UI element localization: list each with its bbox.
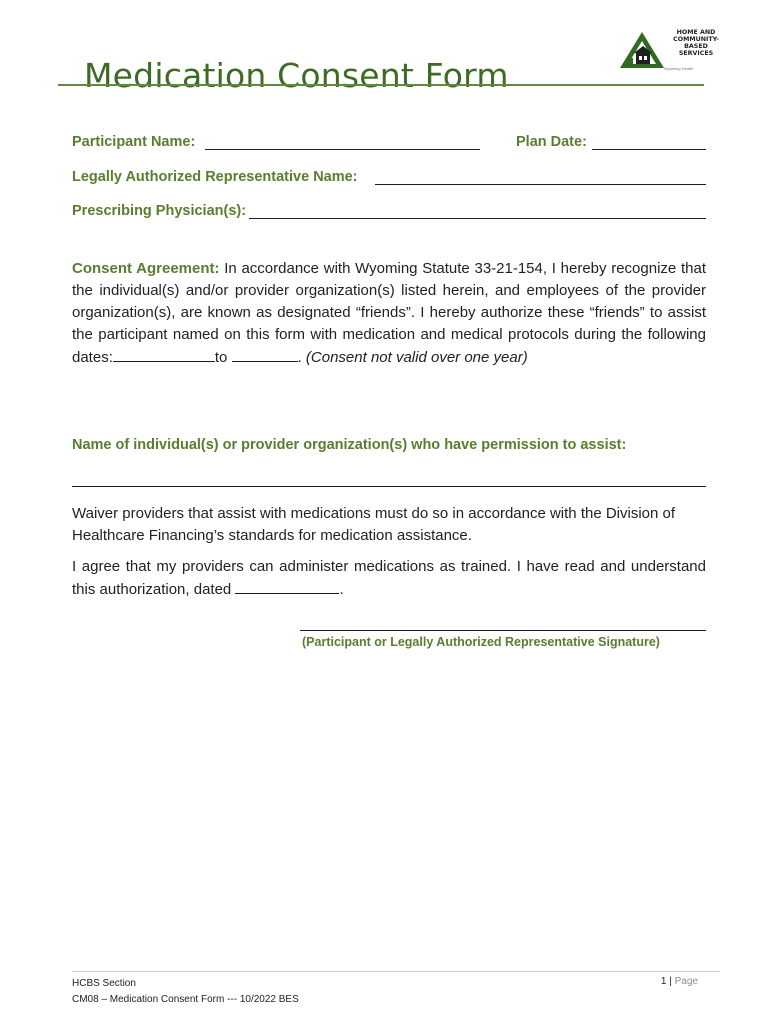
consent-lead: Consent Agreement:	[72, 260, 220, 277]
consent-text: In accordance with Wyoming Statute 33-21-154, I hereby recognize that the individual(s) and/or provider organization(s) listed herein, and employees of the provider organization(s), are known as designated “friends”. I hereby authorize these “friends” to assist the participant named on this form with medication and medical protocols during the following dates:	[72, 260, 706, 366]
end-date-field[interactable]	[232, 346, 298, 362]
to-word: to	[214, 349, 228, 366]
consent-agreement	[72, 258, 706, 369]
page-title: Medication Consent Form	[84, 56, 509, 96]
permission-names-field[interactable]	[72, 486, 706, 487]
start-date-field[interactable]	[113, 346, 215, 362]
house-icon	[636, 52, 650, 64]
logo-text	[673, 29, 719, 57]
logo-line: HOME AND	[676, 29, 716, 36]
logo-line: SERVICES	[678, 50, 714, 57]
lar-name-field[interactable]	[375, 184, 706, 185]
footer-form-id: CM08 – Medication Consent Form --- 10/2022 BES	[72, 994, 299, 1005]
agreement-text: I agree that my providers can administer medications as trained. I have read and understand this authorization, dated	[72, 558, 706, 598]
logo-line: COMMUNITY-	[673, 36, 719, 43]
footer-section: HCBS Section	[72, 978, 136, 989]
agreement-paragraph	[72, 556, 706, 601]
page-word: Page	[674, 976, 698, 987]
plan-date-field[interactable]	[592, 149, 706, 150]
footer-divider	[72, 971, 720, 972]
participant-name-label: Participant Name:	[72, 134, 196, 150]
lar-name-label: Legally Authorized Representative Name:	[72, 169, 358, 185]
agreement-period: .	[339, 581, 344, 598]
logo-line: BASED	[684, 43, 708, 50]
page-number: 1	[660, 976, 667, 987]
validity-note: (Consent not valid over one year)	[305, 349, 528, 366]
period: .	[297, 349, 306, 366]
title-divider	[58, 84, 704, 86]
waiver-paragraph: Waiver providers that assist with medications must do so in accordance with the Division of Healthcare Financing’s standards for medication assistance.	[72, 505, 676, 544]
plan-date-label: Plan Date:	[516, 134, 587, 150]
permission-heading: Name of individual(s) or provider organization(s) who have permission to assist:	[72, 437, 627, 453]
physician-label: Prescribing Physician(s):	[72, 203, 247, 219]
footer-left	[72, 976, 299, 1008]
physician-field[interactable]	[249, 218, 706, 219]
agreement-date-field[interactable]	[235, 578, 339, 594]
footer-page	[661, 976, 698, 987]
signature-caption: (Participant or Legally Authorized Representative Signature)	[302, 635, 660, 649]
page-separator: |	[666, 976, 675, 987]
logo-subtext: Wyoming Health	[664, 66, 694, 71]
signature-field[interactable]	[300, 630, 706, 631]
participant-name-field[interactable]	[205, 149, 480, 150]
